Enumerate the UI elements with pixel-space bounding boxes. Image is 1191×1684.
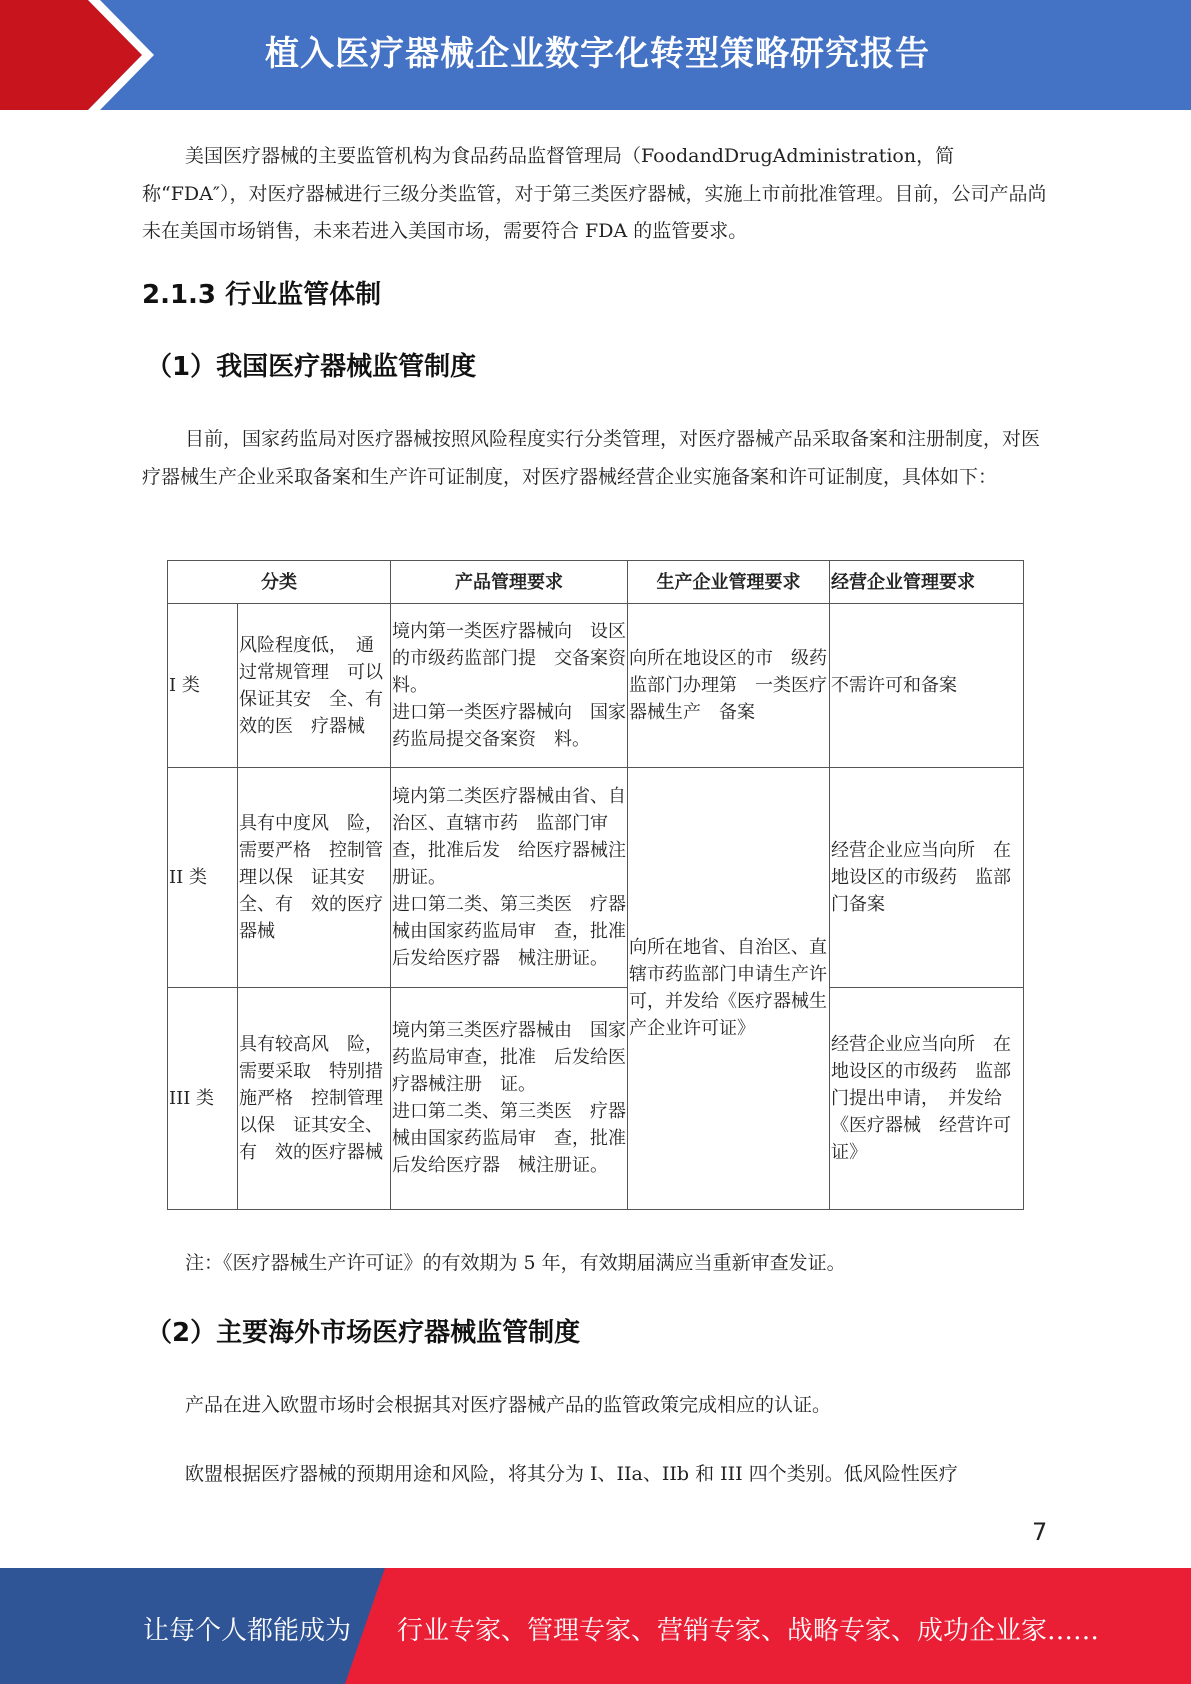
table-row (168, 767, 1024, 987)
cell-business: 经营企业应当向所 在地设区的市级药 监部门备案 (830, 767, 1024, 987)
section-heading: 2.1.3 行业监管体制 (142, 280, 382, 310)
cell-class: I 类 (168, 604, 238, 768)
table-row (168, 604, 1024, 768)
subsection-heading-overseas: （2）主要海外市场医疗器械监管制度 (146, 1318, 581, 1348)
cell-description: 具有较高风 险，需要采取 特别措施严格 控制管理以保 证其安全、有 效的医疗器械 (238, 987, 391, 1209)
cell-class: III 类 (168, 987, 238, 1209)
cell-class: II 类 (168, 767, 238, 987)
cell-business: 经营企业应当向所 在地设区的市级药 监部门提出申请， 并发给《医疗器械 经营许可证》 (830, 987, 1024, 1209)
report-title: 植入医疗器械企业数字化转型策略研究报告 (265, 34, 930, 74)
cell-product: 境内第三类医疗器械由 国家药监局审查，批准 后发给医疗器械注册 证。 进口第二类、第三类医 疗器械由国家药监局审 查，批准后发给医疗器 械注册证。 (391, 987, 628, 1209)
overseas-paragraph-2: 欧盟根据医疗器械的预期用途和风险，将其分为 I、IIa、IIb 和 III 四个类别。低风险性医疗 (185, 1463, 958, 1485)
header-production: 生产企业管理要求 (628, 561, 830, 604)
cell-description: 风险程度低， 通过常规管理 可以保证其安 全、有效的医 疗器械 (238, 604, 391, 768)
cell-business: 不需许可和备案 (830, 604, 1024, 768)
page-header (0, 0, 1191, 110)
cell-product: 境内第二类医疗器械由省、自治区、直辖市药 监部门审查，批准后发 给医疗器械注册证。 进口第二类、第三类医 疗器械由国家药监局审 查，批准后发给医疗器 械注册证。 (391, 767, 628, 987)
cell-product: 境内第一类医疗器械向 设区的市级药监部门提 交备案资料。 进口第一类医疗器械向 国家药监局提交备案资 料。 (391, 604, 628, 768)
table-note: 注：《医疗器械生产许可证》的有效期为 5 年，有效期届满应当重新审查发证。 (185, 1252, 846, 1274)
header-product: 产品管理要求 (391, 561, 628, 604)
cell-production: 向所在地设区的市 级药监部门办理第 一类医疗器械生产 备案 (628, 604, 830, 768)
header-business: 经营企业管理要求 (830, 561, 1024, 604)
intro-paragraph: 美国医疗器械的主要监管机构为食品药品监督管理局（FoodandDrugAdministration，简称“FDA″），对医疗器械进行三级分类监管，对于第三类医疗器械，实施上市前批准管理。目前，公司产品尚未在美国市场销售，未来若进入美国市场，需要符合 FDA 的监管要求。 (142, 145, 1047, 242)
footer-slogan-left: 让每个人都能成为 (143, 1616, 352, 1646)
subsection-heading-domestic: （1）我国医疗器械监管制度 (146, 352, 477, 382)
table-row (168, 987, 1024, 1209)
footer-slogan-right: 行业专家、管理专家、营销专家、战略专家、成功企业家…… (397, 1616, 1100, 1646)
regulation-table (167, 560, 1024, 1210)
overseas-paragraph-1: 产品在进入欧盟市场时会根据其对医疗器械产品的监管政策完成相应的认证。 (185, 1394, 832, 1416)
cell-production-shared: 向所在地省、自治区、直辖市药监部门申请生产许可，并发给《医疗器械生产企业许可证》 (628, 767, 830, 1209)
page-footer (0, 1568, 1191, 1684)
table-header-row (168, 561, 1024, 604)
domestic-paragraph: 目前，国家药监局对医疗器械按照风险程度实行分类管理，对医疗器械产品采取备案和注册制度，对医疗器械生产企业采取备案和生产许可证制度，对医疗器械经营企业实施备案和许可证制度，具体如下： (142, 428, 1041, 488)
cell-description: 具有中度风 险，需要严格 控制管理以保 证其安全、有 效的医疗器械 (238, 767, 391, 987)
page-number: 7 (1032, 1518, 1048, 1546)
header-category: 分类 (168, 561, 391, 604)
